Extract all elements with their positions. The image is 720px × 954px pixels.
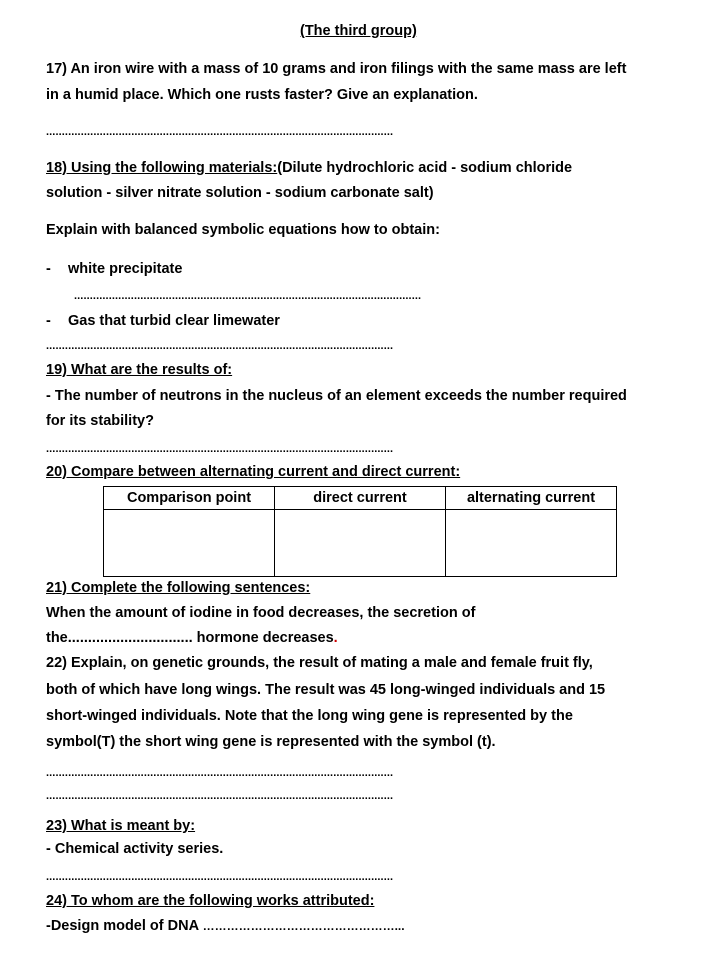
table-cell[interactable]: [446, 510, 617, 577]
comparison-table: [103, 486, 617, 577]
q19-line1: - The number of neutrons in the nucleus of an element exceeds the number required: [46, 388, 627, 404]
q24-heading: 24) To whom are the following works attributed:: [46, 893, 375, 909]
q20-heading: 20) Compare between alternating current and direct current:: [46, 464, 461, 480]
q18-bullet2-dash: -: [46, 313, 51, 329]
table-row: [104, 510, 617, 577]
q18-heading: 18) Using the following materials:: [46, 160, 278, 176]
page-title: (The third group): [300, 23, 417, 39]
q23-answer-line: ..............................................................................................................: [46, 871, 394, 883]
q19-line2: for its stability?: [46, 413, 154, 429]
q18-bullet2: Gas that turbid clear limewater: [68, 313, 280, 329]
q19-heading: 19) What are the results of:: [46, 362, 233, 378]
table-header-cell: Comparison point: [104, 487, 275, 510]
q22-answer-line: ..............................................................................................................: [46, 790, 394, 802]
q18-line2: solution - silver nitrate solution - sodium carbonate salt): [46, 185, 434, 201]
q21-line2: the............................... hormone decreases: [46, 630, 334, 646]
q17-answer-line: ..............................................................................................................: [46, 126, 394, 138]
q22-line1: 22) Explain, on genetic grounds, the result of mating a male and female fruit fly,: [46, 655, 593, 671]
q17-line1: 17) An iron wire with a mass of 10 grams and iron filings with the same mass are left: [46, 61, 627, 77]
q21-line2-wrap: [46, 629, 338, 647]
q22-line3: short-winged individuals. Note that the long wing gene is represented by the: [46, 708, 573, 724]
q18-materials: (Dilute hydrochloric acid - sodium chloride: [277, 160, 573, 176]
q17-line2: in a humid place. Which one rusts faster? Give an explanation.: [46, 87, 478, 103]
q19-answer-line: ..............................................................................................................: [46, 443, 394, 455]
table-header-cell: direct current: [275, 487, 446, 510]
table-cell[interactable]: [104, 510, 275, 577]
q21-line1: When the amount of iodine in food decreases, the secretion of: [46, 605, 476, 621]
q24-line1: -Design model of DNA: [46, 918, 203, 934]
q18-bullet2-answer-line: ..............................................................................................................: [46, 340, 394, 352]
table-cell[interactable]: [275, 510, 446, 577]
q23-line1: - Chemical activity series.: [46, 841, 224, 857]
table-header-row: [104, 487, 617, 510]
q18-explain: Explain with balanced symbolic equations how to obtain:: [46, 222, 440, 238]
q21-period: .: [333, 630, 338, 646]
table-header-cell: alternating current: [446, 487, 617, 510]
q18-line1: [46, 159, 572, 177]
q18-bullet1: white precipitate: [68, 261, 183, 277]
q24-line1-wrap: [46, 917, 405, 935]
q24-answer-line: …………………………………………...: [202, 919, 405, 933]
q18-bullet1-answer-line: ..............................................................................................................: [74, 290, 422, 302]
q21-heading: 21) Complete the following sentences:: [46, 580, 311, 596]
q22-answer-line: ..............................................................................................................: [46, 767, 394, 779]
q18-bullet1-dash: -: [46, 261, 51, 277]
q22-line4: symbol(T) the short wing gene is represented with the symbol (t).: [46, 734, 496, 750]
q22-line2: both of which have long wings. The result was 45 long-winged individuals and 15: [46, 682, 606, 698]
q23-heading: 23) What is meant by:: [46, 818, 196, 834]
